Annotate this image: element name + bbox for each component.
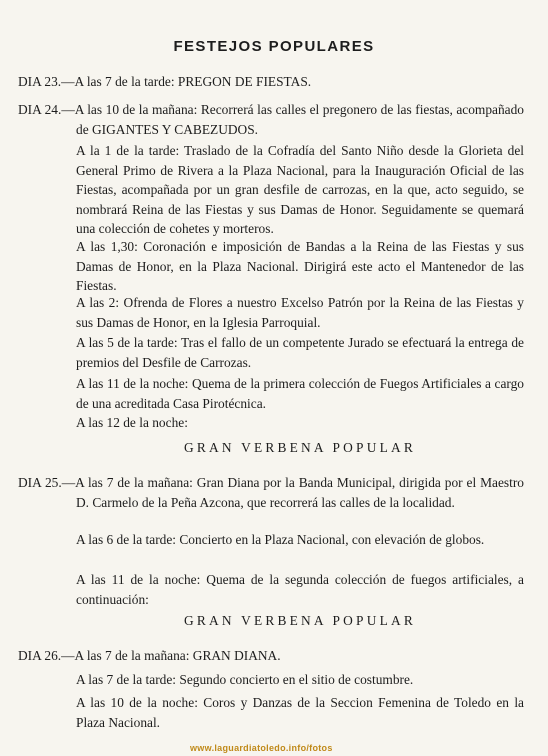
day-24-event-4: A las 5 de la tarde: Tras el fallo de un competente Jurado se efectuará la entrega de premios del Desfile de Carrozas. <box>76 335 524 370</box>
source-watermark-link[interactable]: www.laguardiatoledo.info/fotos <box>190 743 333 753</box>
day-26-intro <box>18 646 524 666</box>
day-25-event-1: A las 6 de la tarde: Concierto en la Plaza Nacional, con elevación de globos. <box>76 532 485 547</box>
day-26-event-2: A las 10 de la noche: Coros y Danzas de la Seccion Femenina de Toledo en la Plaza Nacional. <box>76 695 524 730</box>
day-25-event-2: A las 11 de la noche: Quema de la segunda colección de fuegos artificiales, a continuación: <box>76 572 524 607</box>
day-23-entry: DIA 23.—A las 7 de la tarde: PREGON DE FIESTAS. <box>18 74 312 89</box>
day-26-intro-text: DIA 26.—A las 7 de la mañana: GRAN DIANA. <box>18 648 281 663</box>
day-24-event-1: A la 1 de la tarde: Traslado de la Cofradía del Santo Niño desde la Glorieta del General Primo de Rivera a la Plaza Nacional, para la Inauguración Oficial de las Fiestas, acompañada por un gran desfile de carrozas, en la que, acto seguido, se nombrará Reina de las Fiestas y sus Damas de Honor. Seguidamente se quemará una colección de cohetes y morteros. <box>76 143 524 236</box>
day-26-event-1: A las 7 de la tarde: Segundo concierto en el sitio de costumbre. <box>76 672 414 687</box>
day-25-verbena-heading: GRAN VERBENA POPULAR <box>184 613 416 628</box>
day-24-intro-text: DIA 24.—A las 10 de la mañana: Recorrerá las calles el pregonero de las fiestas, acompañado de GIGANTES Y CABEZUDOS. <box>18 102 524 137</box>
day-24-event-5: A las 11 de la noche: Quema de la primera colección de Fuegos Artificiales a cargo de una acreditada Casa Pirotécnica. <box>76 376 524 411</box>
day-24-event-6: A las 12 de la noche: <box>76 415 188 430</box>
page-title: FESTEJOS POPULARES <box>173 38 375 55</box>
day-24-verbena-heading: GRAN VERBENA POPULAR <box>184 440 416 455</box>
day-25-intro <box>18 473 524 512</box>
day-24-intro <box>18 100 524 139</box>
day-24-event-2: A las 1,30: Coronación e imposición de Bandas a la Reina de las Fiestas y sus Damas de Honor, en la Plaza Nacional. Dirigirá este acto el Mantenedor de las Fiestas. <box>76 239 524 293</box>
day-25-intro-text: DIA 25.—A las 7 de la mañana: Gran Diana por la Banda Municipal, dirigida por el Maestro D. Carmelo de la Peña Azcona, que recorrerá las calles de la localidad. <box>18 475 524 510</box>
day-24-event-3: A las 2: Ofrenda de Flores a nuestro Excelso Patrón por la Reina de las Fiestas y sus Damas de Honor, en la Iglesia Parroquial. <box>76 295 524 330</box>
